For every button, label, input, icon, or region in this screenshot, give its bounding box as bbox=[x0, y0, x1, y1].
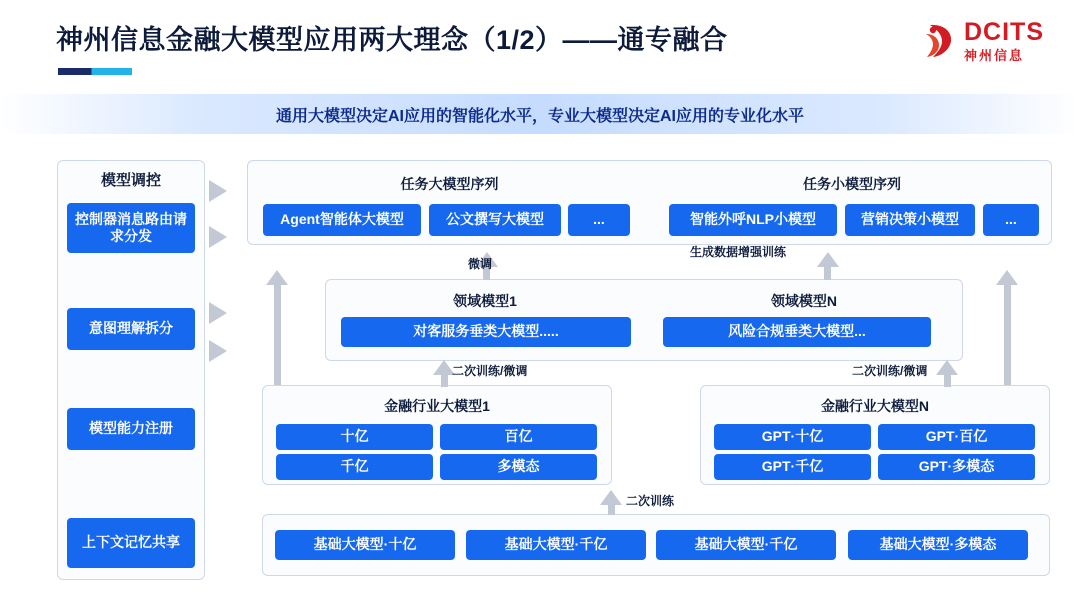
model-control-title: 模型调控 bbox=[100, 171, 161, 189]
subtitle-text: 通用大模型决定AI应用的智能化水平，专业大模型决定AI应用的专业化水平 bbox=[275, 107, 804, 125]
arrow-stem-left-long bbox=[274, 285, 281, 385]
task-large-item-1[interactable]: 公文撰写大模型 bbox=[429, 204, 561, 236]
task-small-title: 任务小模型序列 bbox=[803, 176, 901, 192]
industry-model-title-1: 金融行业大模型N bbox=[820, 398, 930, 414]
industry-model-1-item-1[interactable]: GPT·百亿 bbox=[878, 424, 1035, 450]
arrow-right-icon-0 bbox=[209, 180, 227, 202]
industry-model-1-item-3[interactable]: GPT·多模态 bbox=[878, 454, 1035, 480]
company-logo bbox=[922, 20, 1044, 62]
base-model-item-0[interactable]: 基础大模型·十亿 bbox=[275, 530, 455, 560]
task-small-item-1[interactable]: 营销决策小模型 bbox=[845, 204, 975, 236]
arrow-label-second-train: 二次训练 bbox=[626, 494, 675, 508]
industry-model-title-0: 金融行业大模型1 bbox=[384, 398, 490, 414]
domain-model-title-0: 领域模型1 bbox=[453, 293, 517, 309]
base-model-item-3[interactable]: 基础大模型·多模态 bbox=[848, 530, 1028, 560]
industry-model-0-item-0[interactable]: 十亿 bbox=[276, 424, 433, 450]
left-item-1[interactable]: 意图理解拆分 bbox=[67, 308, 195, 350]
arrow-up-icon-second-train-right bbox=[936, 360, 958, 375]
arrow-stem-second-train bbox=[608, 505, 615, 515]
arrow-up-icon-left-long bbox=[266, 270, 288, 285]
arrow-up-icon-right-long bbox=[996, 270, 1018, 285]
subtitle-banner bbox=[0, 94, 1080, 134]
page-title: 神州信息金融大模型应用两大理念（1/2）——通专融合 bbox=[56, 25, 728, 55]
base-model-item-2[interactable]: 基础大模型·千亿 bbox=[656, 530, 836, 560]
task-large-item-0[interactable]: Agent智能体大模型 bbox=[263, 204, 421, 236]
arrow-right-icon-2 bbox=[209, 302, 227, 324]
industry-model-0-item-3[interactable]: 多模态 bbox=[440, 454, 597, 480]
arrow-label-fine-tune: 微调 bbox=[468, 257, 493, 271]
left-item-2[interactable]: 模型能力注册 bbox=[67, 408, 195, 450]
logo-text-main: DCITS bbox=[964, 18, 1044, 46]
logo-mark-icon bbox=[922, 22, 956, 60]
domain-model-title-1: 领域模型N bbox=[770, 293, 838, 309]
domain-model-item-1[interactable]: 风险合规垂类大模型... bbox=[663, 317, 931, 347]
left-item-0[interactable]: 控制器消息路由请求分发 bbox=[67, 203, 195, 253]
industry-model-1-item-2[interactable]: GPT·千亿 bbox=[714, 454, 871, 480]
arrow-stem-second-train-left bbox=[441, 375, 448, 387]
task-large-title: 任务大模型序列 bbox=[400, 176, 499, 192]
arrow-right-icon-3 bbox=[209, 340, 227, 362]
task-small-item-2[interactable]: ... bbox=[983, 204, 1039, 236]
arrow-stem-right-long bbox=[1004, 285, 1011, 385]
arrow-label-second-train-left: 二次训练/微调 bbox=[452, 364, 528, 378]
domain-model-item-0[interactable]: 对客服务垂类大模型..... bbox=[341, 317, 631, 347]
left-item-3[interactable]: 上下文记忆共享 bbox=[67, 518, 195, 568]
base-model-item-1[interactable]: 基础大模型·千亿 bbox=[466, 530, 646, 560]
arrow-stem-data-aug bbox=[824, 266, 831, 280]
industry-model-0-item-2[interactable]: 千亿 bbox=[276, 454, 433, 480]
arrow-up-icon-second-train bbox=[600, 490, 622, 505]
arrow-stem-second-train-right bbox=[944, 375, 951, 387]
industry-model-1-item-0[interactable]: GPT·十亿 bbox=[714, 424, 871, 450]
industry-model-0-item-1[interactable]: 百亿 bbox=[440, 424, 597, 450]
logo-text-sub: 神州信息 bbox=[964, 48, 1025, 63]
arrow-label-second-train-right: 二次训练/微调 bbox=[852, 364, 928, 378]
task-large-item-2[interactable]: ... bbox=[568, 204, 630, 236]
task-small-item-0[interactable]: 智能外呼NLP小模型 bbox=[669, 204, 837, 236]
arrow-label-data-aug: 生成数据增强训练 bbox=[689, 245, 786, 259]
title-underline-decoration bbox=[58, 68, 132, 75]
arrow-right-icon-1 bbox=[209, 226, 227, 248]
